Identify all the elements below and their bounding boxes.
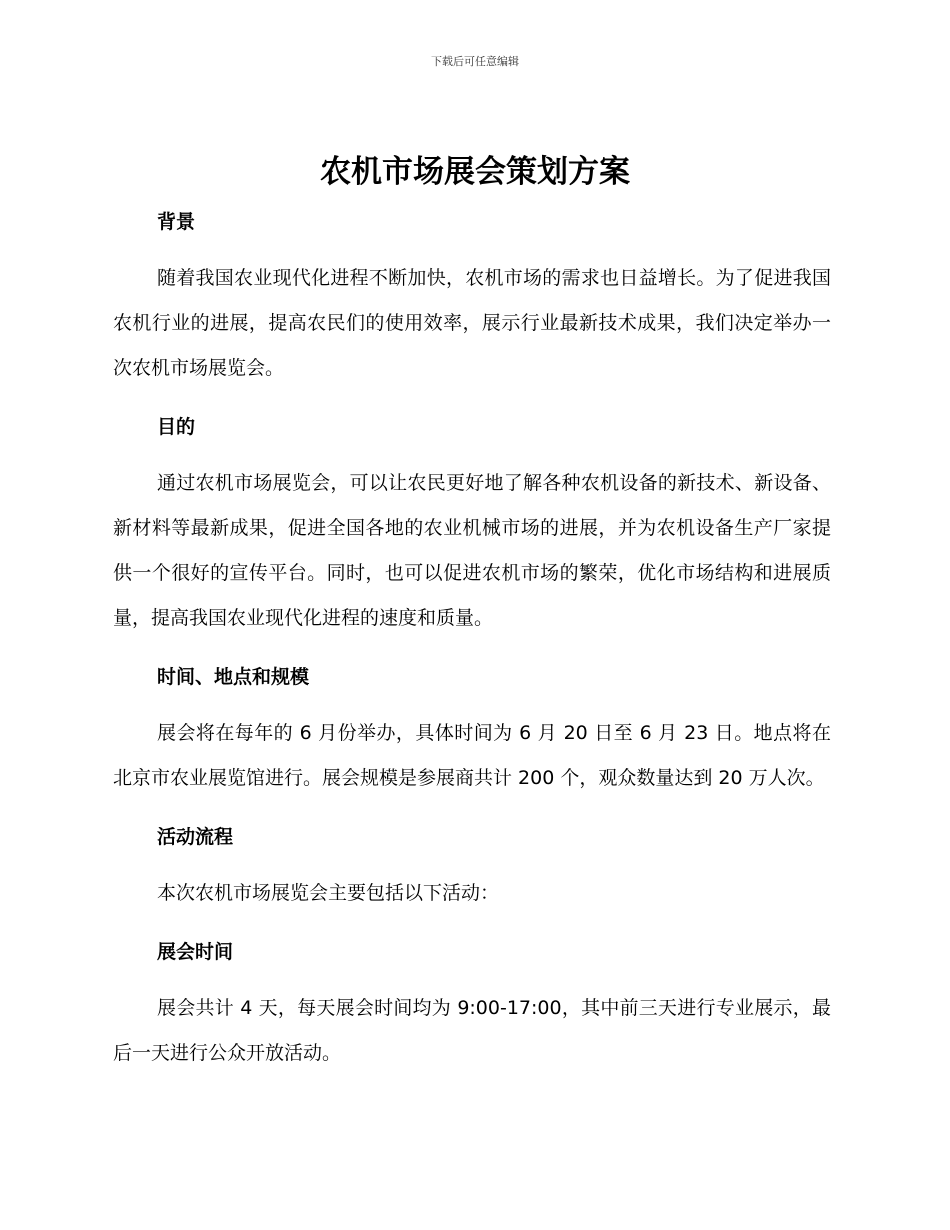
section-paragraph-time-place-scale: 展会将在每年的 6 月份举办，具体时间为 6 月 20 日至 6 月 23 日。地点将在北京市农业展览馆进行。展会规模是参展商共计 200 个，观众数量达到 20 万人次。 [113, 722, 831, 789]
section-heading-activity-flow: 活动流程 [157, 826, 234, 848]
section-paragraph-purpose: 通过农机市场展览会，可以让农民更好地了解各种农机设备的新技术、新设备、新材料等最新成果，促进全国各地的农业机械市场的进展，并为农机设备生产厂家提供一个很好的宣传平台。同时，也可以促进农机市场的繁荣，优化市场结构和进展质量，提高我国农业现代化进程的速度和质量。 [113, 472, 831, 629]
section-heading-exhibition-time: 展会时间 [157, 941, 234, 963]
page-header-note: 下载后可任意编辑 [431, 55, 519, 68]
section-paragraph-exhibition-time: 展会共计 4 天，每天展会时间均为 9:00-17:00，其中前三天进行专业展示，最后一天进行公众开放活动。 [113, 997, 831, 1064]
document-body [113, 200, 831, 1076]
section-heading-time-place-scale: 时间、地点和规模 [157, 666, 310, 688]
section-heading-purpose: 目的 [157, 416, 196, 438]
section-paragraph-background: 随着我国农业现代化进程不断加快，农机市场的需求也日益增长。为了促进我国农机行业的进展，提高农民们的使用效率，展示行业最新技术成果，我们决定举办一次农机市场展览会。 [113, 267, 831, 379]
section-heading-background: 背景 [157, 211, 196, 233]
section-paragraph-activity-flow: 本次农机市场展览会主要包括以下活动： [157, 882, 500, 904]
document-title: 农机市场展会策划方案 [320, 154, 630, 190]
